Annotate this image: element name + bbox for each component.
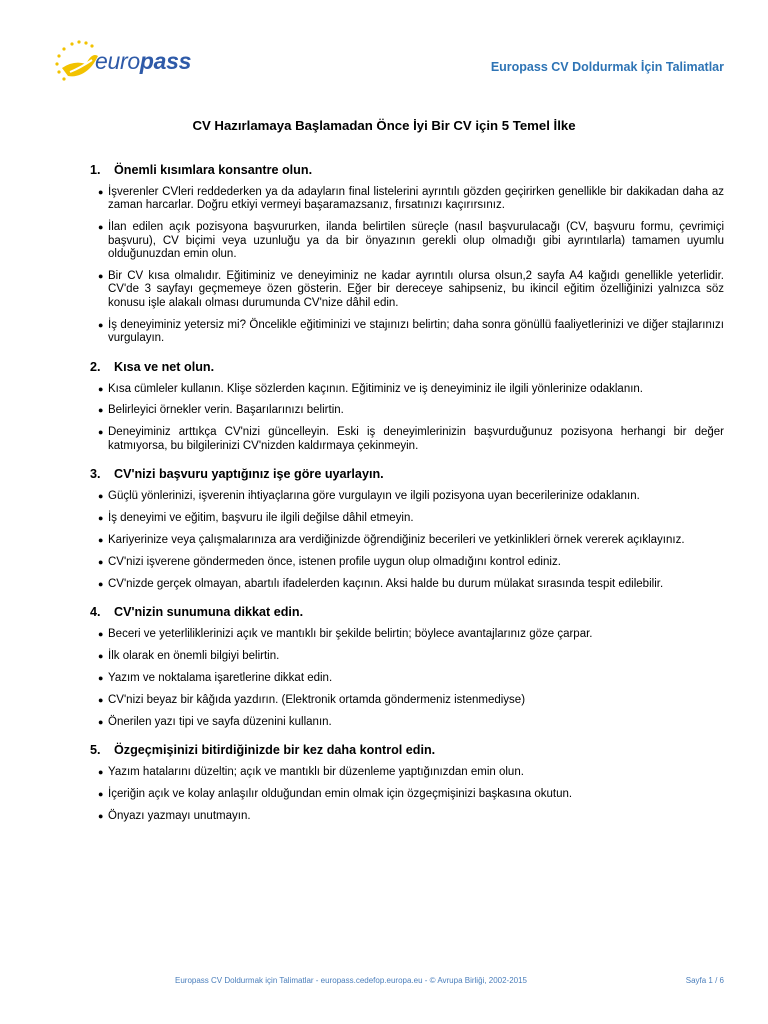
footer-text: Europass CV Doldurmak için Talimatlar - europass.cedefop.europa.eu - © Avrupa Birliği, 2002-2015 (175, 976, 528, 985)
section (90, 360, 724, 454)
section-number: 3. (90, 467, 101, 482)
list-item-text: Önyazı yazmayı unutmayın. (108, 810, 251, 823)
list-item (90, 221, 724, 261)
list-item (90, 319, 724, 346)
list-item-text: Bir CV kısa olmalıdır. Eğitiminiz ve deneyiminiz ne kadar ayrıntılı olursa olsun,2 sayfa A4 kağıdı genellikle yeterlidir. CV'de 3 sayfayı geçmemeye özen gösterin. Eğer bir dereceye sahipseniz, bu ikincil eğitim özelliğinizi yalnızca söz konusu işle alakalı olması durumunda CV'nize dâhil edin. (108, 270, 724, 309)
section-heading-text: Özgeçmişinizi bitirdiğinizde bir kez daha kontrol edin. (114, 743, 436, 758)
list-item (90, 556, 724, 569)
list-item-text: İlk olarak en önemli bilgiyi belirtin. (108, 650, 280, 663)
list-item (90, 490, 724, 503)
bullet-icon: ● (98, 694, 104, 705)
bullet-icon: ● (98, 767, 104, 778)
list-item-text: Belirleyici örnekler verin. Başarılarınızı belirtin. (108, 404, 344, 417)
list-item-text: İş deneyiminiz yetersiz mi? Öncelikle eğitiminizi ve stajınızı belirtin; daha sonra gönüllü faaliyetlerinizi ve diğer stajlarınızı vurgulayın. (108, 318, 724, 345)
list-item (90, 578, 724, 591)
section-number: 4. (90, 605, 101, 620)
list-item (90, 810, 724, 823)
list-item-text: Yazım ve noktalama işaretlerine dikkat edin. (108, 672, 333, 685)
list-item-text: Deneyiminiz arttıkça CV'nizi güncelleyin. Eski iş deneyimlerinizin başvurduğunuz pozisyona herhangi bir değer katmıyorsa, bu bilgilerinizi CV'nizden kaldırmaya çekinmeyin. (108, 426, 724, 452)
page-footer (0, 976, 768, 992)
section-heading-text: CV'nizin sunumuna dikkat edin. (114, 605, 304, 620)
bullet-icon: ● (98, 811, 104, 822)
list-item (90, 628, 724, 641)
list-item-text: Önerilen yazı tipi ve sayfa düzenini kullanın. (108, 715, 332, 728)
list-item-text: Güçlü yönlerinizi, işverenin ihtiyaçlarına göre vurgulayın ve ilgili pozisyona uyan becerilerinize odaklanın. (108, 490, 640, 503)
list-item-text: CV'nizi beyaz bir kâğıda yazdırın. (Elektronik ortamda göndermeniz istenmediyse) (108, 693, 526, 706)
bullet-icon: ● (98, 222, 104, 233)
list-item-text: Kısa cümleler kullanın. Klişe sözlerden kaçının. Eğitiminiz ve iş deneyiminiz ile ilgili yönlerinize odaklanın. (108, 382, 643, 395)
bullet-icon: ● (98, 629, 104, 640)
bullet-icon: ● (98, 405, 104, 416)
bullet-icon: ● (98, 491, 104, 502)
section-heading (90, 360, 724, 375)
header-title: Europass CV Doldurmak İçin Talimatlar (490, 60, 724, 74)
page-number: Sayfa 1 / 6 (685, 976, 724, 985)
section-heading-text: Kısa ve net olun. (114, 359, 215, 374)
section-number: 1. (90, 163, 101, 177)
section (90, 467, 724, 591)
section-heading (90, 467, 724, 482)
bullet-icon: ● (98, 319, 104, 330)
page-header (0, 0, 768, 100)
bullet-icon: ● (98, 651, 104, 662)
section-heading-text: Önemli kısımlara konsantre olun. (114, 163, 313, 177)
list-item (90, 788, 724, 801)
bullet-icon: ● (98, 271, 104, 282)
section (90, 743, 724, 823)
list-item (90, 383, 724, 396)
bullet-icon: ● (98, 513, 104, 524)
list-item (90, 270, 724, 310)
bullet-icon: ● (98, 535, 104, 545)
bullet-icon: ● (98, 383, 104, 394)
list-item (90, 534, 724, 547)
bullet-icon: ● (98, 716, 104, 727)
section-heading (90, 163, 724, 178)
section-heading (90, 605, 724, 620)
europass-wordmark: europass (95, 48, 192, 74)
list-item-text: İçeriğin açık ve kolay anlaşılır olduğundan emin olmak için özgeçmişinizi başkasına okutun. (108, 788, 573, 801)
list-item (90, 694, 724, 707)
section (90, 163, 724, 346)
section-heading (90, 743, 724, 758)
section-number: 5. (90, 743, 101, 758)
list-item (90, 512, 724, 525)
document-body (90, 163, 724, 837)
list-item-text: İlan edilen açık pozisyona başvururken, ilanda belirtilen süreçle (nasıl başvurulacağı (CV, başvuru formu, çevrimiçi başvuru), CV biçimi veya uzunluğu ya da bir önyazının gerekli olup olmadığı gibi ayrıntılarla) tamamen uyumlu olduğunuzdan emin olun. (108, 221, 724, 261)
list-item-text: İşverenler CVleri reddederken ya da adayların final listelerini ayrıntılı gözden geçirirken genellikle bir dakikadan daha az zaman harcarlar. Doğru etkiyi vermeyi başaramazsanız, fırsatınızı kaçırırsınız. (108, 186, 724, 212)
section (90, 605, 724, 729)
document-title: CV Hazırlamaya Başlamadan Önce İyi Bir CV için 5 Temel İlke (192, 118, 576, 133)
list-item (90, 672, 724, 685)
list-item (90, 766, 724, 779)
section-heading-text: CV'nizi başvuru yaptığınız işe göre uyarlayın. (114, 467, 384, 482)
list-item (90, 426, 724, 453)
list-item-text: Beceri ve yeterliliklerinizi açık ve mantıklı bir şekilde belirtin; böylece avantajlarınız göze çarpar. (108, 628, 593, 641)
bullet-icon: ● (98, 673, 104, 684)
bullet-icon: ● (98, 578, 104, 589)
list-item-text: İş deneyimi ve eğitim, başvuru ile ilgili değilse dâhil etmeyin. (108, 512, 414, 525)
bullet-icon: ● (98, 556, 104, 567)
bullet-icon: ● (98, 789, 104, 800)
bullet-icon: ● (98, 187, 104, 197)
list-item-text: Yazım hatalarını düzeltin; açık ve mantıklı bir düzenleme yaptığınızdan emin olun. (108, 766, 524, 779)
bullet-icon: ● (98, 427, 104, 438)
section-number: 2. (90, 359, 101, 374)
list-item (90, 716, 724, 729)
list-item (90, 404, 724, 417)
list-item-text: Kariyerinize veya çalışmalarınıza ara verdiğinizde öğrendiğiniz becerileri ve yetkinlikleri örnek vererek açıklayınız. (108, 534, 685, 546)
list-item (90, 650, 724, 663)
list-item-text: CV'nizi işverene göndermeden önce, istenen profile uygun olup olmadığını kontrol ediniz. (108, 555, 561, 568)
list-item-text: CV'nizde gerçek olmayan, abartılı ifadelerden kaçının. Aksi halde bu durum mülakat sırasında tespit edilebilir. (108, 577, 664, 590)
list-item (90, 186, 724, 213)
